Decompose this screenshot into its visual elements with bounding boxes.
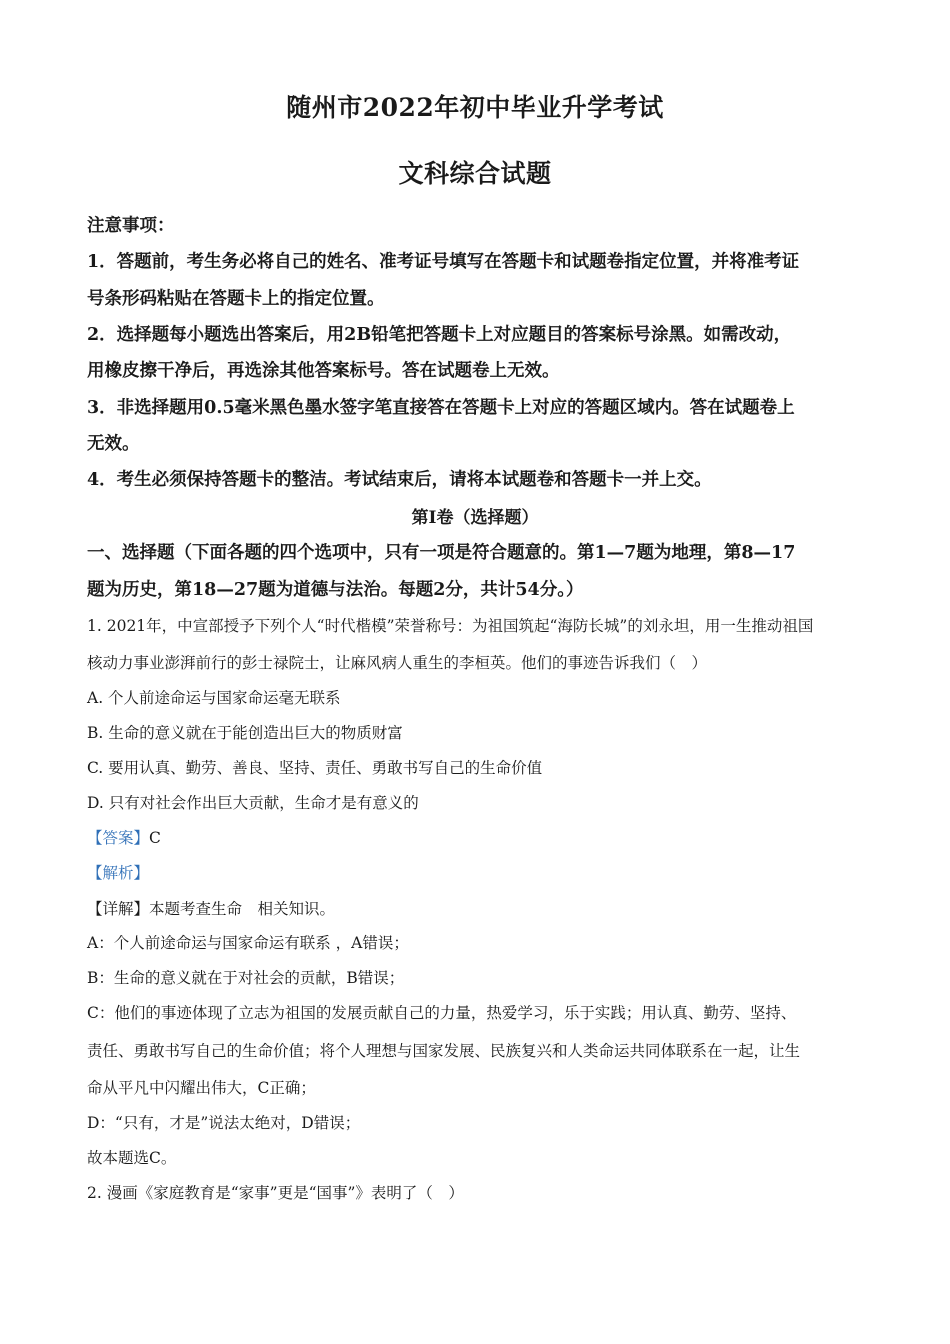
notice-line: 无效。	[87, 434, 140, 454]
q2-stem: 2. 漫画《家庭教育是“家事”更是“国事”》表明了（ ）	[87, 1184, 464, 1202]
notice-line: 1．答题前，考生务必将自己的姓名、准考证号填写在答题卡和试题卷指定位置，并将准考证	[87, 252, 800, 272]
exam-title: 随州市2022年初中毕业升学考试	[286, 93, 664, 122]
detail-line: 故本题选C。	[87, 1149, 177, 1167]
analysis-tag: 【解析】	[87, 864, 150, 882]
q1-stem: 1. 2021年，中宣部授予下列个人“时代楷模”荣誉称号：为祖国筑起“海防长城”的刘永坦，用一生推动祖国	[87, 617, 814, 635]
detail-line: D：“只有，才是”说法太绝对，D错误；	[87, 1114, 361, 1132]
section-intro: 题为历史，第18—27题为道德与法治。每题2分，共计54分。）	[87, 580, 584, 600]
detail-line: A：个人前途命运与国家命运有联系 ，A错误；	[87, 934, 409, 952]
q1-stem: 核动力事业澎湃前行的彭士禄院士，让麻风病人重生的李桓英。他们的事迹告诉我们（ ）	[87, 654, 708, 672]
detail-line: 命从平凡中闪耀出伟大，C正确；	[87, 1079, 316, 1097]
q1-option-d: D. 只有对社会作出巨大贡献，生命才是有意义的	[87, 794, 419, 812]
q1-answer	[87, 826, 867, 848]
detail-line: 责任、勇敢书写自己的生命价值；将个人理想与国家发展、民族复兴和人类命运共同体联系在一起，让生	[87, 1042, 801, 1060]
answer-value: C	[149, 829, 161, 847]
notice-line: 4．考生必须保持答题卡的整洁。考试结束后，请将本试题卷和答题卡一并上交。	[87, 470, 712, 490]
q1-option-a: A. 个人前途命运与国家命运毫无联系	[87, 689, 341, 707]
exam-subtitle: 文科综合试题	[398, 159, 552, 188]
q1-option-c: C. 要用认真、勤劳、善良、坚持、责任、勇敢书写自己的生命价值	[87, 759, 543, 777]
notice-line: 3．非选择题用0.5毫米黑色墨水签字笔直接答在答题卡上对应的答题区域内。答在试题卷上	[87, 398, 795, 418]
section-title: 第I卷（选择题）	[411, 508, 539, 528]
notice-line: 号条形码粘贴在答题卡上的指定位置。	[87, 289, 385, 309]
detail-line: C：他们的事迹体现了立志为祖国的发展贡献自己的力量，热爱学习，乐于实践；用认真、勤劳、坚持、	[87, 1004, 797, 1022]
notice-line: 用橡皮擦干净后，再选涂其他答案标号。答在试题卷上无效。	[87, 361, 560, 381]
q1-option-b: B. 生命的意义就在于能创造出巨大的物质财富	[87, 724, 403, 742]
detail-line: B：生命的意义就在于对社会的贡献，B错误；	[87, 969, 405, 987]
notice-heading: 注意事项：	[87, 216, 175, 236]
section-intro: 一、选择题（下面各题的四个选项中，只有一项是符合题意的。第1—7题为地理，第8—17	[87, 543, 796, 563]
answer-tag: 【答案】	[87, 829, 150, 847]
detail-line: 【详解】本题考查生命 相关知识。	[87, 900, 336, 918]
notice-line: 2．选择题每小题选出答案后，用2B铅笔把答题卡上对应题目的答案标号涂黑。如需改动，	[87, 325, 792, 345]
